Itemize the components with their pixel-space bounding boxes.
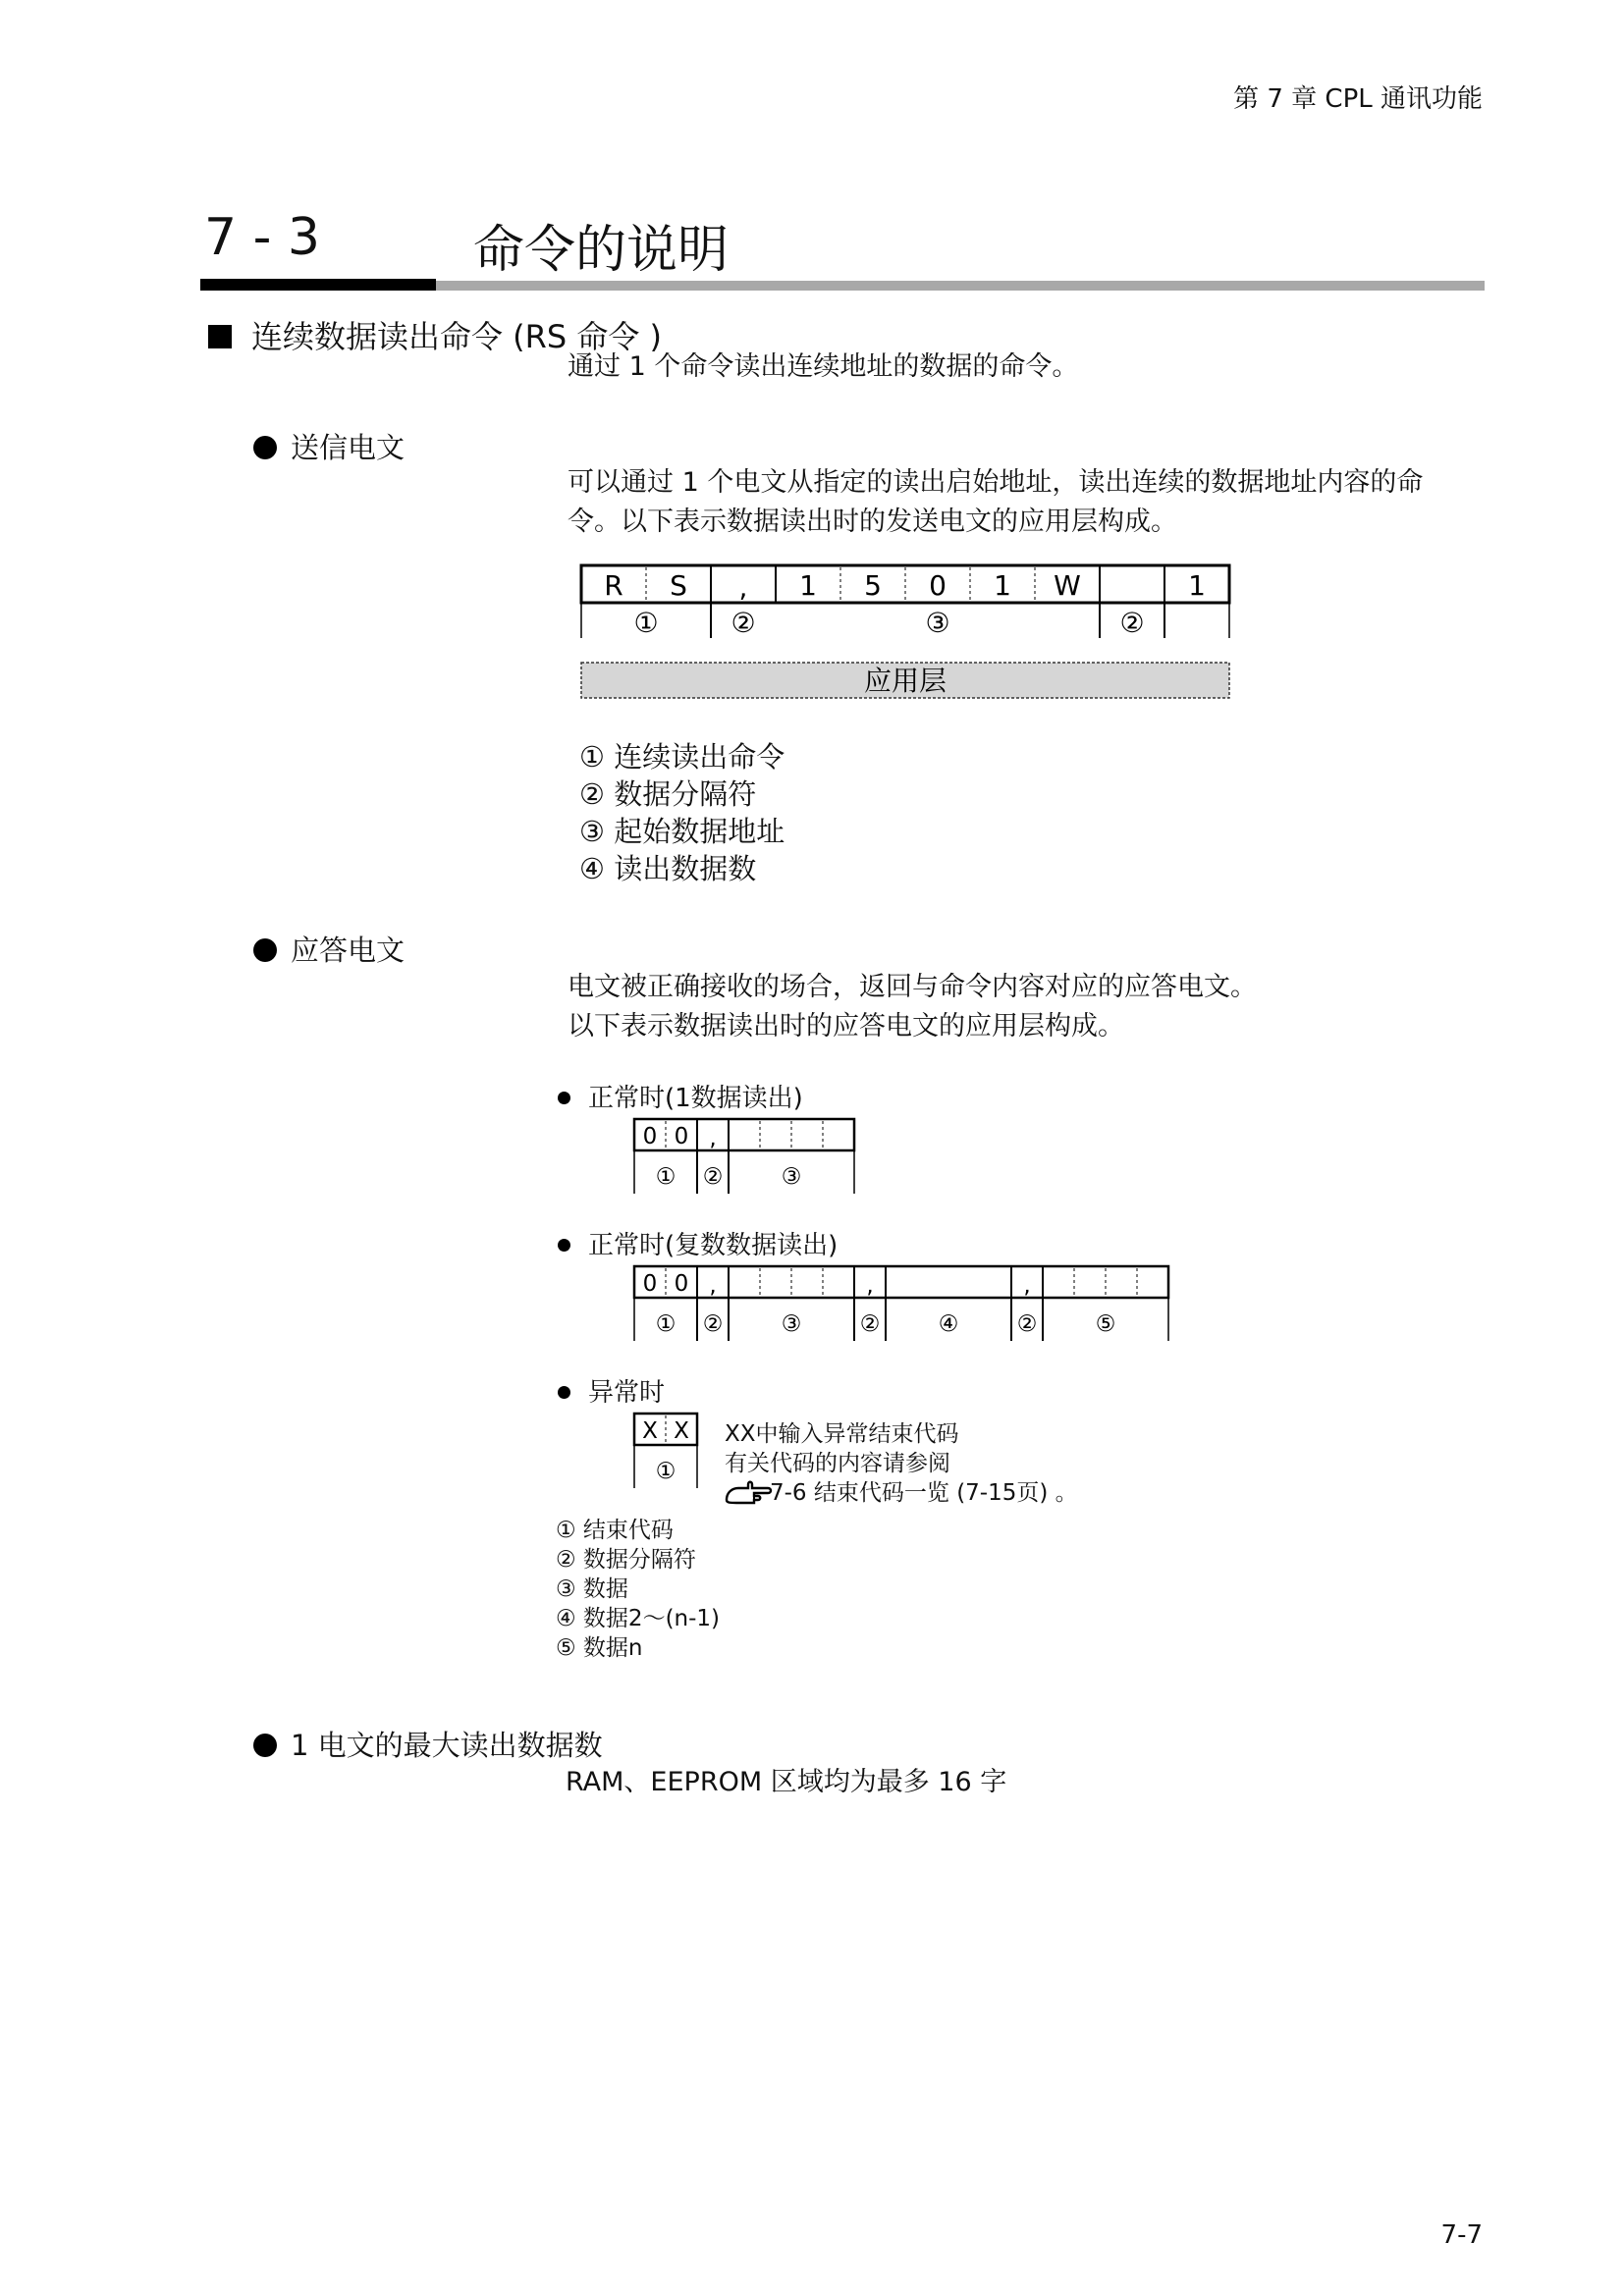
normal-multi-label-text: 正常时(复数数据读出) (588, 1231, 839, 1260)
error-note-line2: 有关代码的内容请参阅 (725, 1451, 950, 1476)
command-title: 连续数据读出命令 (RS 命令 ) (251, 318, 663, 355)
frame-marker: ① (655, 1459, 677, 1484)
small-bullet-icon (558, 1386, 570, 1399)
send-heading-text: 送信电文 (291, 431, 406, 464)
frame-marker: ② (731, 607, 756, 639)
frame-char: 1 (1188, 569, 1206, 602)
command-description: 通过 1 个命令读出连续地址的数据的命令。 (568, 351, 1079, 382)
app-layer-label: 应用层 (863, 665, 947, 697)
frame-marker: ② (702, 1311, 724, 1337)
frame-char: R (604, 569, 623, 602)
max-read-desc: RAM、EEPROM 区域均为最多 16 字 (566, 1767, 1007, 1797)
pointing-hand-icon (725, 1478, 774, 1506)
frame-marker: ① (655, 1164, 677, 1190)
frame-marker: ③ (925, 607, 950, 639)
frame-char: X (642, 1418, 658, 1444)
frame-char: , (1023, 1273, 1031, 1299)
frame-char: S (670, 569, 687, 602)
legend-item: ④ 数据2～(n-1) (556, 1606, 721, 1631)
send-legend (579, 738, 785, 887)
frame-marker: ⑤ (1095, 1311, 1116, 1337)
normal-multi-label (558, 1225, 838, 1261)
response-heading-text: 应答电文 (291, 934, 406, 967)
frame-marker: ② (1016, 1311, 1038, 1337)
title-rule-dark (200, 279, 436, 291)
response-legend (556, 1516, 720, 1663)
frame-char: 0 (642, 1271, 658, 1297)
error-label (558, 1372, 665, 1409)
normal-multi-diagram (628, 1260, 1178, 1349)
title-rule-light (436, 281, 1485, 291)
legend-item: ① 连续读出命令 (579, 740, 785, 774)
frame-char: 1 (799, 569, 817, 602)
legend-item: ③ 数据 (556, 1576, 628, 1602)
max-read-heading-text: 1 电文的最大读出数据数 (291, 1729, 603, 1762)
response-heading (253, 929, 405, 969)
legend-item: ② 数据分隔符 (556, 1547, 696, 1573)
small-bullet-icon (558, 1092, 570, 1104)
frame-marker: ③ (781, 1311, 802, 1337)
response-desc-line2: 以下表示数据读出时的应答电文的应用层构成。 (568, 1011, 1124, 1041)
square-bullet-icon (208, 325, 232, 348)
normal-single-label (558, 1078, 803, 1114)
normal-single-diagram (628, 1113, 864, 1201)
legend-item: ① 结束代码 (556, 1518, 674, 1543)
round-bullet-icon (253, 436, 277, 459)
frame-char: , (738, 571, 748, 604)
frame-char: X (674, 1418, 689, 1444)
round-bullet-icon (253, 938, 277, 962)
frame-char: 0 (642, 1124, 658, 1149)
round-bullet-icon (253, 1734, 277, 1757)
send-desc-line1: 可以通过 1 个电文从指定的读出启始地址，读出连续的数据地址内容的命 (568, 467, 1424, 498)
frame-marker: ② (859, 1311, 881, 1337)
response-desc-line1: 电文被正确接收的场合，返回与命令内容对应的应答电文。 (568, 972, 1257, 1002)
send-heading (253, 426, 405, 466)
normal-single-label-text: 正常时(1数据读出) (588, 1084, 803, 1113)
chapter-header: 第 7 章 CPL 通讯功能 (1233, 84, 1483, 114)
legend-item: ⑤ 数据n (556, 1635, 643, 1661)
error-label-text: 异常时 (588, 1378, 666, 1408)
frame-char: 0 (674, 1271, 689, 1297)
error-diagram (628, 1408, 707, 1496)
frame-char: , (709, 1273, 717, 1299)
frame-marker: ① (633, 607, 659, 639)
frame-char: 0 (674, 1124, 689, 1149)
frame-marker: ① (655, 1311, 677, 1337)
frame-char: 0 (929, 569, 947, 602)
frame-marker: ② (1119, 607, 1145, 639)
error-note-line3: 7-6 结束代码一览 (7-15页) 。 (770, 1480, 1078, 1506)
section-number: 7 - 3 (204, 208, 320, 267)
section-title: 命令的说明 (473, 221, 730, 280)
error-note-line1: XX中输入异常结束代码 (725, 1421, 959, 1447)
send-desc-line2: 令。以下表示数据读出时的发送电文的应用层构成。 (568, 507, 1177, 537)
legend-item: ② 数据分隔符 (579, 777, 757, 811)
frame-char: 1 (994, 569, 1011, 602)
frame-char: W (1054, 569, 1081, 602)
small-bullet-icon (558, 1239, 570, 1252)
frame-char: 5 (864, 569, 882, 602)
legend-item: ③ 起始数据地址 (579, 815, 785, 848)
frame-marker: ④ (938, 1311, 959, 1337)
frame-char: , (866, 1273, 874, 1299)
page-number: 7-7 (1440, 2220, 1483, 2250)
send-frame-diagram (569, 558, 1237, 715)
legend-item: ④ 读出数据数 (579, 852, 757, 885)
frame-char: , (709, 1126, 717, 1151)
frame-marker: ③ (781, 1164, 802, 1190)
frame-marker: ② (702, 1164, 724, 1190)
max-read-heading (253, 1724, 603, 1764)
